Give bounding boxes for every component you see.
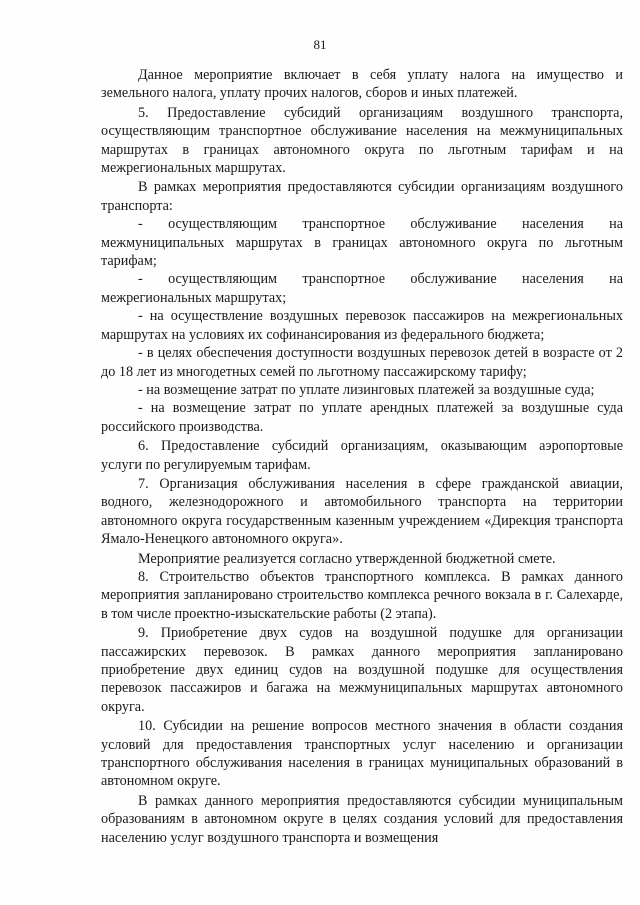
page-number: 81 — [313, 37, 327, 52]
paragraph-municipal-subsidies: В рамках данного мероприятия предоставляются субсидии муниципальным образованиям в автономном округе в целях создания условий для предоставления населению услуг воздушного транспорта и возмещения — [101, 792, 623, 846]
paragraph-item-8: 8. Строительство объектов транспортного комплекса. В рамках данного мероприятия запланировано строительство комплекса речного вокзала в г. Салехарде, в том числе проектно-изыскательские работы (2 этапа). — [101, 568, 623, 622]
list-item-rent: - на возмещение затрат по уплате арендных платежей за воздушные суда российского производства. — [101, 400, 623, 435]
paragraph-tax-payments: Данное мероприятие включает в себя уплату налога на имущество и земельного налога, уплату прочих налогов, сборов и иных платежей. — [101, 67, 623, 102]
list-item-intermunicipal: - осуществляющим транспортное обслуживание населения на межмуниципальных маршрутах в границах автономного округа по льготным тарифам; — [101, 216, 623, 270]
paragraph-item-6: 6. Предоставление субсидий организациям, оказывающим аэропортовые услуги по регулируемым тарифам. — [101, 438, 623, 473]
list-item-cofinancing: - на осуществление воздушных перевозок пассажиров на межрегиональных маршрутах на условиях их софинансирования из федерального бюджета; — [101, 308, 623, 343]
paragraph-budget-estimate: Мероприятие реализуется согласно утвержденной бюджетной смете. — [138, 550, 556, 567]
list-item-leasing: - на возмещение затрат по уплате лизинговых платежей за воздушные суда; — [138, 381, 595, 398]
paragraph-subsidies-intro: В рамках мероприятия предоставляются субсидии организациям воздушного транспорта: — [101, 179, 623, 214]
paragraph-item-9: 9. Приобретение двух судов на воздушной подушке для организации пассажирских перевозок. В рамках данного мероприятия запланировано приобретение двух единиц судов на воздушной подушке для осуществления перевозок пассажиров и багажа на межмуниципальных маршрутах автономного округа. — [101, 625, 623, 715]
list-item-interregional: - осуществляющим транспортное обслуживание населения на межрегиональных маршрутах; — [101, 271, 623, 306]
paragraph-item-5: 5. Предоставление субсидий организациям воздушного транспорта, осуществляющим транспортное обслуживание населения на межмуниципальных маршрутах в границах автономного округа по льготным тарифам и на межрегиональных маршрутах. — [101, 104, 623, 177]
list-item-children: - в целях обеспечения доступности воздушных перевозок детей в возрасте от 2 до 18 лет из многодетных семей по льготному пассажирскому тарифу; — [101, 345, 623, 380]
paragraph-item-10: 10. Субсидии на решение вопросов местного значения в области создания условий для предоставления транспортных услуг населению и организации транспортного обслуживания населения в границах муниципальных образований в автономном округе. — [101, 718, 623, 790]
body-text — [101, 66, 623, 847]
paragraph-item-7: 7. Организация обслуживания населения в сфере гражданской авиации, водного, железнодорожного и автомобильного транспорта на территории автономного округа государственным казенным учреждением «Дирекция транспорта Ямало-Ненецкого автономного округа». — [101, 475, 623, 548]
